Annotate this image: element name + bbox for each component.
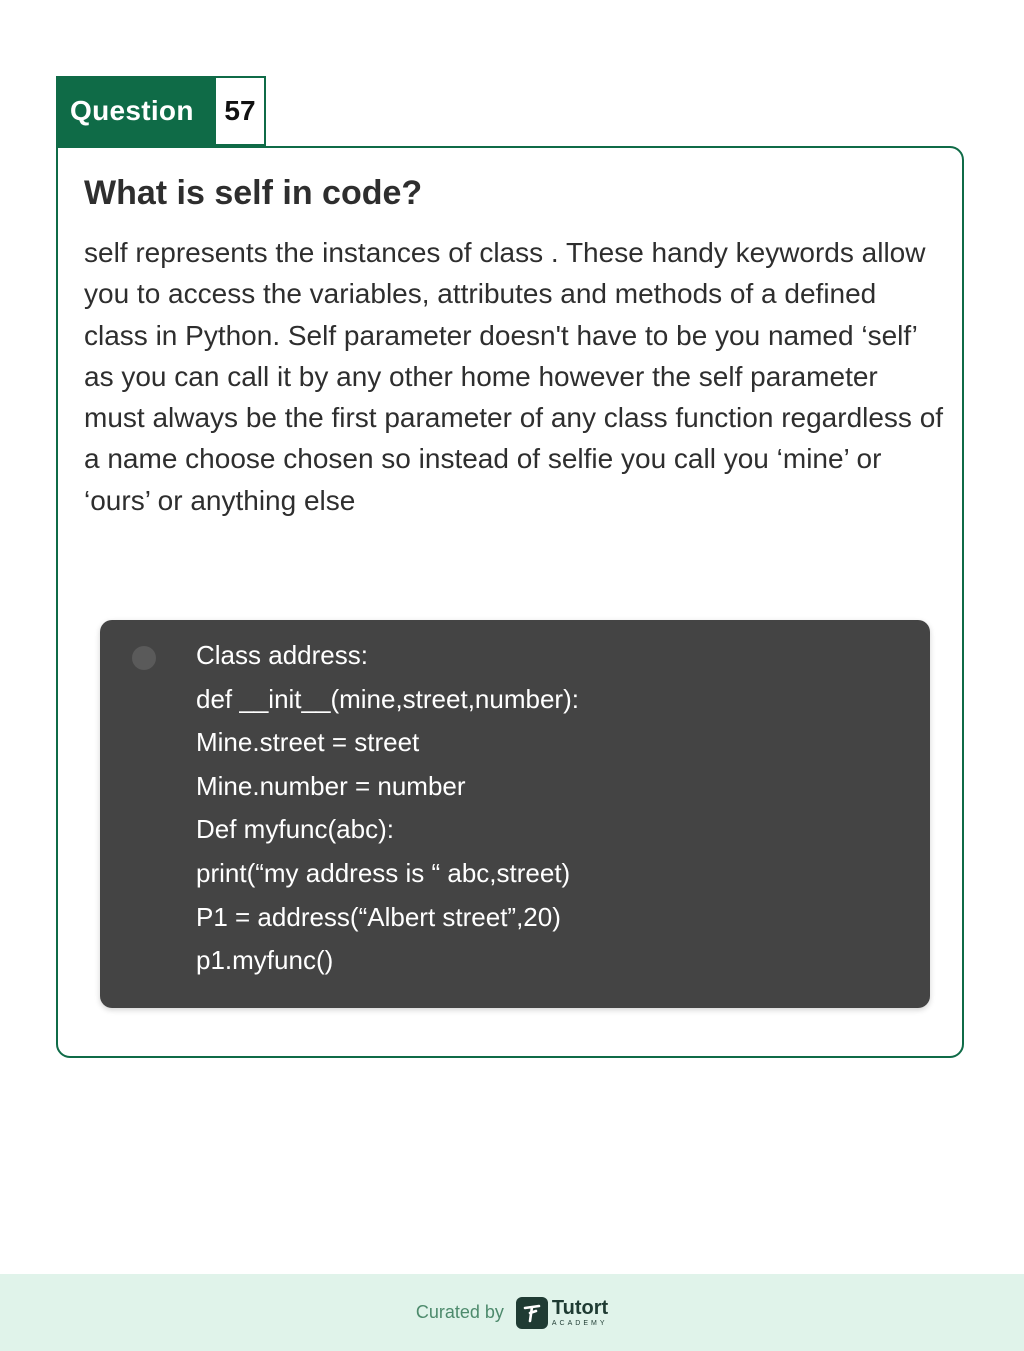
code-line: Class address: bbox=[196, 640, 368, 670]
question-tab bbox=[56, 76, 266, 146]
question-label: Question bbox=[56, 76, 216, 146]
brand-subtitle: ACADEMY bbox=[551, 1320, 608, 1327]
code-line: p1.myfunc() bbox=[196, 945, 334, 976]
question-title: What is self in code? bbox=[84, 174, 423, 212]
code-line: Def myfunc(abc): bbox=[196, 814, 394, 845]
logo-words bbox=[552, 1298, 608, 1327]
tutort-logo-icon bbox=[516, 1297, 548, 1329]
code-line: P1 = address(“Albert street”,20) bbox=[196, 901, 561, 932]
code-dot-icon bbox=[132, 646, 156, 670]
code-block bbox=[100, 620, 930, 1008]
code-lines bbox=[196, 634, 579, 983]
code-line: Mine.number = number bbox=[196, 770, 466, 801]
code-line: def __init__(mine,street,number): bbox=[196, 683, 579, 714]
question-card bbox=[56, 146, 964, 1058]
brand-name: Tutort bbox=[551, 1297, 609, 1319]
tutort-logo bbox=[516, 1297, 608, 1329]
code-line: Mine.street = street bbox=[196, 727, 420, 758]
footer bbox=[0, 1274, 1024, 1351]
code-line: print(“my address is “ abc,street) bbox=[196, 857, 571, 888]
curated-by-text: Curated by bbox=[415, 1302, 504, 1322]
answer-text: self represents the instances of class . These handy keywords allow you to access the variables, attributes and methods of a defined class in Python. Self parameter doesn't have to be you named ‘self’ as you can call it by any other home however the self parameter must always be the first parameter of any class function regardless of a name choose chosen so instead of selfie you call you ‘mine’ or ‘ours’ or anything else bbox=[84, 237, 944, 516]
question-number: 57 bbox=[216, 76, 266, 146]
